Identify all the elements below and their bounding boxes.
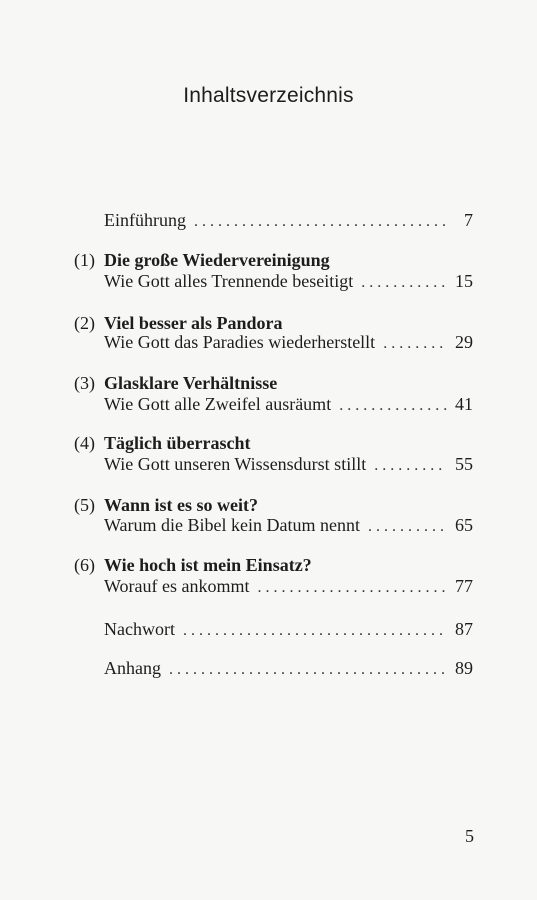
page-title: Inhaltsverzeichnis <box>183 84 354 107</box>
chapter-number: (3) <box>74 373 95 393</box>
chapter-number: (2) <box>74 313 95 333</box>
toc-entry-label: Einführung <box>104 210 186 230</box>
chapter-title[interactable]: Wann ist es so weit? <box>104 495 259 515</box>
chapter-number: (4) <box>74 433 95 453</box>
chapter-title[interactable]: Wie hoch ist mein Einsatz? <box>104 555 312 575</box>
toc-page-number: 87 <box>455 619 473 639</box>
dot-leader <box>194 210 447 234</box>
toc-page-number: 55 <box>455 454 473 474</box>
chapter-subtitle: Worauf es ankommt <box>104 576 250 596</box>
toc-entry-label: Nachwort <box>104 619 175 639</box>
dot-leader <box>368 515 447 539</box>
toc-entry-chapter-6[interactable] <box>104 574 473 598</box>
dot-leader <box>361 271 447 295</box>
chapter-subtitle: Warum die Bibel kein Datum nennt <box>104 515 360 535</box>
toc-entry-anhang[interactable] <box>104 656 473 680</box>
chapter-number: (5) <box>74 495 95 515</box>
toc-entry-chapter-5[interactable] <box>104 513 473 537</box>
chapter-subtitle: Wie Gott das Paradies wiederherstellt <box>104 332 376 352</box>
toc-entry-einfuehrung[interactable] <box>104 208 473 232</box>
toc-page-number: 15 <box>455 271 473 291</box>
toc-page-number: 65 <box>455 515 473 535</box>
chapter-title[interactable]: Die große Wiedervereinigung <box>104 250 330 270</box>
chapter-number: (1) <box>74 250 95 270</box>
chapter-subtitle: Wie Gott unseren Wissensdurst stillt <box>104 454 367 474</box>
chapter-title[interactable]: Viel besser als Pandora <box>104 313 283 333</box>
toc-page-number: 41 <box>455 394 473 414</box>
dot-leader <box>258 576 447 600</box>
chapter-number: (6) <box>74 555 95 575</box>
toc-page-number: 77 <box>455 576 473 596</box>
chapter-subtitle: Wie Gott alles Trennende beseitigt <box>104 271 354 291</box>
dot-leader <box>183 619 447 643</box>
toc-entry-nachwort[interactable] <box>104 617 473 641</box>
toc-page-number: 29 <box>455 332 473 352</box>
dot-leader <box>374 454 447 478</box>
dot-leader <box>383 332 447 356</box>
chapter-title[interactable]: Glasklare Verhältnisse <box>104 373 278 393</box>
toc-page-number: 89 <box>455 658 473 678</box>
page-number: 5 <box>465 826 474 846</box>
chapter-subtitle: Wie Gott alle Zweifel ausräumt <box>104 394 332 414</box>
toc-entry-chapter-2[interactable] <box>104 330 473 354</box>
chapter-title[interactable]: Täglich überrascht <box>104 433 251 453</box>
dot-leader <box>169 658 447 682</box>
toc-entry-chapter-4[interactable] <box>104 452 473 476</box>
toc-entry-chapter-3[interactable] <box>104 392 473 416</box>
toc-page-number: 7 <box>464 210 473 230</box>
dot-leader <box>339 394 447 418</box>
toc-entry-chapter-1[interactable] <box>104 269 473 293</box>
toc-entry-label: Anhang <box>104 658 161 678</box>
